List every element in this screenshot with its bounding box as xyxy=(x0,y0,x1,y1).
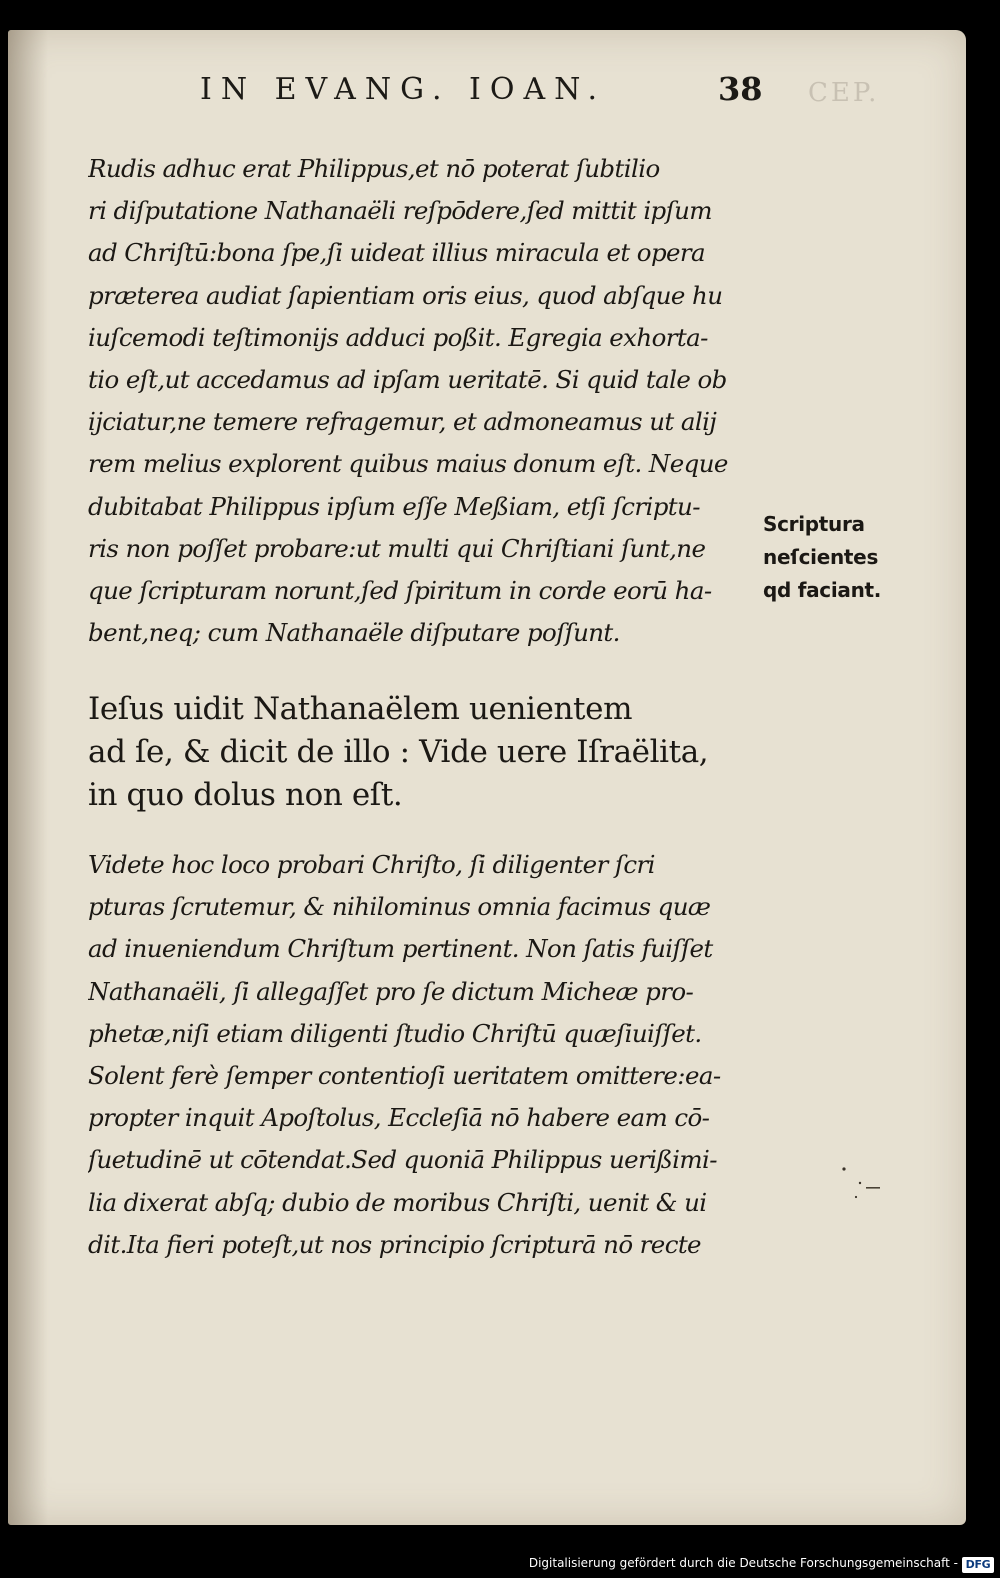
lemma-line: Ieſus uidit Nathanaëlem uenientem xyxy=(88,691,633,727)
text-line: ſuetudinē ut cōtendat.Sed quoniā Philippus uerißimi- xyxy=(88,1145,717,1175)
text-line: propter inquit Apoſtolus, Eccleſiā nō habere eam cō- xyxy=(88,1103,710,1133)
running-title: IN EVANG. IOAN. xyxy=(200,72,607,107)
marginal-note xyxy=(763,508,913,607)
text-line: tio eſt,ut accedamus ad ipſam ueritatē. Si quid tale ob xyxy=(88,365,727,395)
text-line: Solent ferè ſemper contentioſi ueritatem omittere:ea- xyxy=(88,1061,721,1091)
marginal-line: neſcientes xyxy=(763,545,879,569)
ink-specks xyxy=(836,1163,896,1203)
text-line: rem melius explorent quibus maius donum eſt. Neque xyxy=(88,449,728,479)
page-number: 38 xyxy=(718,70,763,108)
bleed-through-text: CEP. xyxy=(808,78,880,108)
text-line: Rudis adhuc erat Philippus,et nō poterat ſubtilio xyxy=(88,154,660,183)
lemma-line: in quo dolus non eſt. xyxy=(88,777,403,813)
text-line: ris non poſſet probare:ut multi qui Chriſtiani ſunt,ne xyxy=(88,533,706,563)
text-line: Videte hoc loco probari Chriſto, ſi diligenter ſcri xyxy=(88,850,655,879)
lemma-line: ad ſe, & dicit de illo : Vide uere Iſraëlita, xyxy=(88,734,709,770)
scripture-lemma xyxy=(88,688,768,817)
text-line: lia dixerat abſq; dubio de moribus Chriſti, uenit & ui xyxy=(88,1187,707,1217)
text-line: ad Chriſtū:bona ſpe,ſi uideat illius miracula et opera xyxy=(88,238,706,268)
text-line: pturas ſcrutemur, & nihilominus omnia facimus quæ xyxy=(88,892,711,922)
text-line: ijciatur,ne temere refragemur, et admoneamus ut alij xyxy=(88,407,717,437)
commentary-paragraph-1 xyxy=(88,148,752,654)
text-line: phetæ,niſi etiam diligenti ſtudio Chriſtū quæſiuiſſet. xyxy=(88,1018,702,1048)
text-line: bent,neq; cum Nathanaële diſputare poſſunt. xyxy=(88,618,620,648)
text-line: que ſcripturam norunt,ſed ſpiritum in corde eorū ha- xyxy=(88,576,712,606)
text-line: iuſcemodi teſtimonijs adduci poßit. Egregia exhorta- xyxy=(88,322,708,352)
commentary-paragraph-2 xyxy=(88,844,752,1266)
digitization-credit: Digitalisierung gefördert durch die Deutsche Forschungsgemeinschaft - xyxy=(528,1556,958,1570)
text-line: dubitabat Philippus ipſum eſſe Meßiam, etſi ſcriptu- xyxy=(88,491,700,521)
text-line: dit.Ita fieri poteſt,ut nos principio ſcripturā nō recte xyxy=(88,1229,701,1259)
dfg-logo[interactable]: DFG xyxy=(962,1557,994,1573)
page-gutter-shadow xyxy=(8,30,48,1525)
text-line: præterea audiat ſapientiam oris eius, quod abſque hu xyxy=(88,280,723,310)
marginal-line: qd faciant. xyxy=(763,578,882,602)
text-line: Nathanaëli, ſi allegaſſet pro ſe dictum Micheæ pro- xyxy=(88,976,694,1006)
text-line: ad inueniendum Chriſtum pertinent. Non ſatis fuiſſet xyxy=(88,934,713,964)
marginal-line: Scriptura xyxy=(763,512,865,536)
text-line: ri diſputatione Nathanaëli reſpōdere,ſed mittit ipſum xyxy=(88,196,712,226)
